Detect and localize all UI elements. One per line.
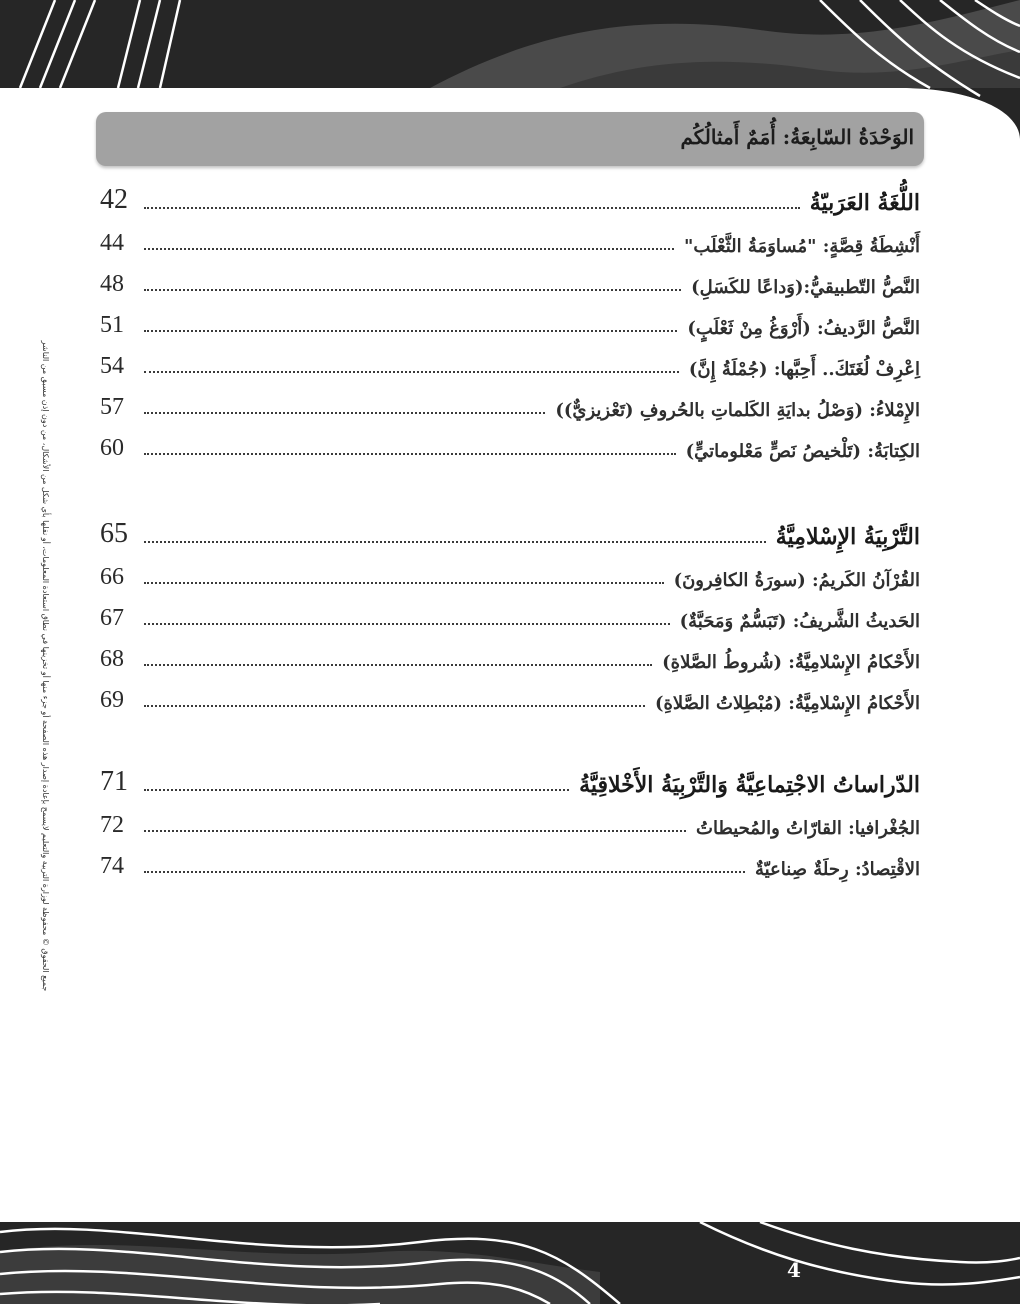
entry-title: القُرْآنُ الكَريمُ: (سورَةُ الكافِرونَ): [673, 570, 920, 591]
page-ref: 51: [100, 312, 124, 338]
bottom-decorative-band: [0, 1222, 1020, 1304]
toc-section-title-row[interactable]: [100, 504, 920, 550]
page-ref: 69: [100, 687, 124, 713]
unit-header-bar: [96, 112, 924, 166]
section-title: اللُّغَةُ العَرَبيّةُ: [809, 190, 920, 216]
toc-section-social: [100, 752, 920, 880]
entry-title: الجُغْرافيا: القارّاتُ والمُحيطاتُ: [696, 818, 920, 839]
entry-title: الكِتابَةُ: (تَلْخيصُ نَصٍّ مَعْلوماتيٍّ): [685, 441, 920, 462]
toc-entry[interactable]: [100, 632, 920, 673]
page-ref: 48: [100, 271, 124, 297]
page-ref: 74: [100, 853, 124, 879]
page-ref: 57: [100, 394, 124, 420]
page-ref: 67: [100, 605, 124, 631]
leader-dots: [144, 248, 674, 250]
toc-entry[interactable]: [100, 591, 920, 632]
entry-title: الحَديثُ الشَّريفُ: (تَبَسُّمٌ وَمَحَبَّةٌ): [679, 611, 920, 632]
leader-dots: [144, 371, 679, 373]
toc-entry[interactable]: [100, 298, 920, 339]
page-ref: 66: [100, 564, 124, 590]
page-ref: 68: [100, 646, 124, 672]
toc-entry[interactable]: [100, 216, 920, 257]
toc-section-title-row[interactable]: [100, 752, 920, 798]
entry-title: الاقْتِصادُ: رِحلَةٌ صِناعيّةٌ: [754, 859, 920, 880]
entry-title: النَّصُّ الرَّديفُ: (أَرْوَغُ مِنْ ثَعْلَبٍ): [687, 318, 920, 339]
unit-title: الوَحْدَةُ السّابِعَةُ: أُمَمٌ أَمثالُكُم: [680, 125, 914, 149]
leader-dots: [144, 330, 677, 332]
leader-dots: [144, 830, 686, 832]
leader-dots: [144, 705, 645, 707]
toc-entry[interactable]: [100, 380, 920, 421]
toc-entry[interactable]: [100, 339, 920, 380]
toc-section-arabic: [100, 170, 920, 462]
page-ref: 42: [100, 184, 128, 215]
entry-title: الإِمْلاءُ: (وَصْلُ بدايَةِ الكَلماتِ بالحُروفِ (تَعْزيزيٌّ)): [555, 400, 920, 421]
page-ref: 44: [100, 230, 124, 256]
entry-title: الأَحْكامُ الإِسْلامِيَّةُ: (شُروطُ الصَّلاةِ): [662, 652, 920, 673]
toc-section-islamic: [100, 504, 920, 714]
entry-title: أَنْشِطَةُ قِصَّةٍ: "مُساوَمَةُ الثَّعْلَب": [684, 236, 920, 257]
toc-section-title-row[interactable]: [100, 170, 920, 216]
toc-entry[interactable]: [100, 839, 920, 880]
section-title: الدّراساتُ الاجْتِماعِيَّةُ وَالتَّرْبِيَةُ الأَخْلاقِيَّةُ: [579, 772, 920, 798]
page-number: 4: [787, 1258, 801, 1282]
leader-dots: [144, 541, 766, 543]
page-ref: 71: [100, 766, 128, 797]
entry-title: الأَحْكامُ الإِسْلامِيَّةُ: (مُبْطِلاتُ الصَّلاةِ): [654, 693, 920, 714]
page-ref: 65: [100, 518, 128, 549]
page-ref: 60: [100, 435, 124, 461]
toc-entry[interactable]: [100, 550, 920, 591]
page-ref: 72: [100, 812, 124, 838]
toc-entry[interactable]: [100, 421, 920, 462]
entry-title: النَّصُّ التّطبيقيُّ:(وَداعًا للكَسَلِ): [691, 277, 920, 298]
leader-dots: [144, 289, 681, 291]
toc-entry[interactable]: [100, 673, 920, 714]
section-title: التَّرْبِيَةُ الإِسْلامِيَّةُ: [775, 524, 920, 550]
toc-entry[interactable]: [100, 798, 920, 839]
leader-dots: [144, 207, 800, 209]
leader-dots: [144, 453, 676, 455]
entry-title: اِعْرِفْ لُغَتَكَ.. أَحِبَّها: (جُمْلَةُ إِنَّ): [688, 359, 920, 380]
page-ref: 54: [100, 353, 124, 379]
leader-dots: [144, 623, 670, 625]
leader-dots: [144, 664, 652, 666]
leader-dots: [144, 871, 745, 873]
copyright-side-note: جميع الحقوق © محفوظة لوزارة التربية والتعليم لايسمح بإعادة إصدار هذه الصفحة أو جزء منها أو تخزينها في نطاق استعادة المعلومات، أو نقلها بأي شكل من الأشكال، من دون إذن مسبق من الناشر: [41, 340, 50, 992]
leader-dots: [144, 582, 664, 584]
toc-entry[interactable]: [100, 257, 920, 298]
leader-dots: [144, 412, 545, 414]
leader-dots: [144, 789, 569, 791]
